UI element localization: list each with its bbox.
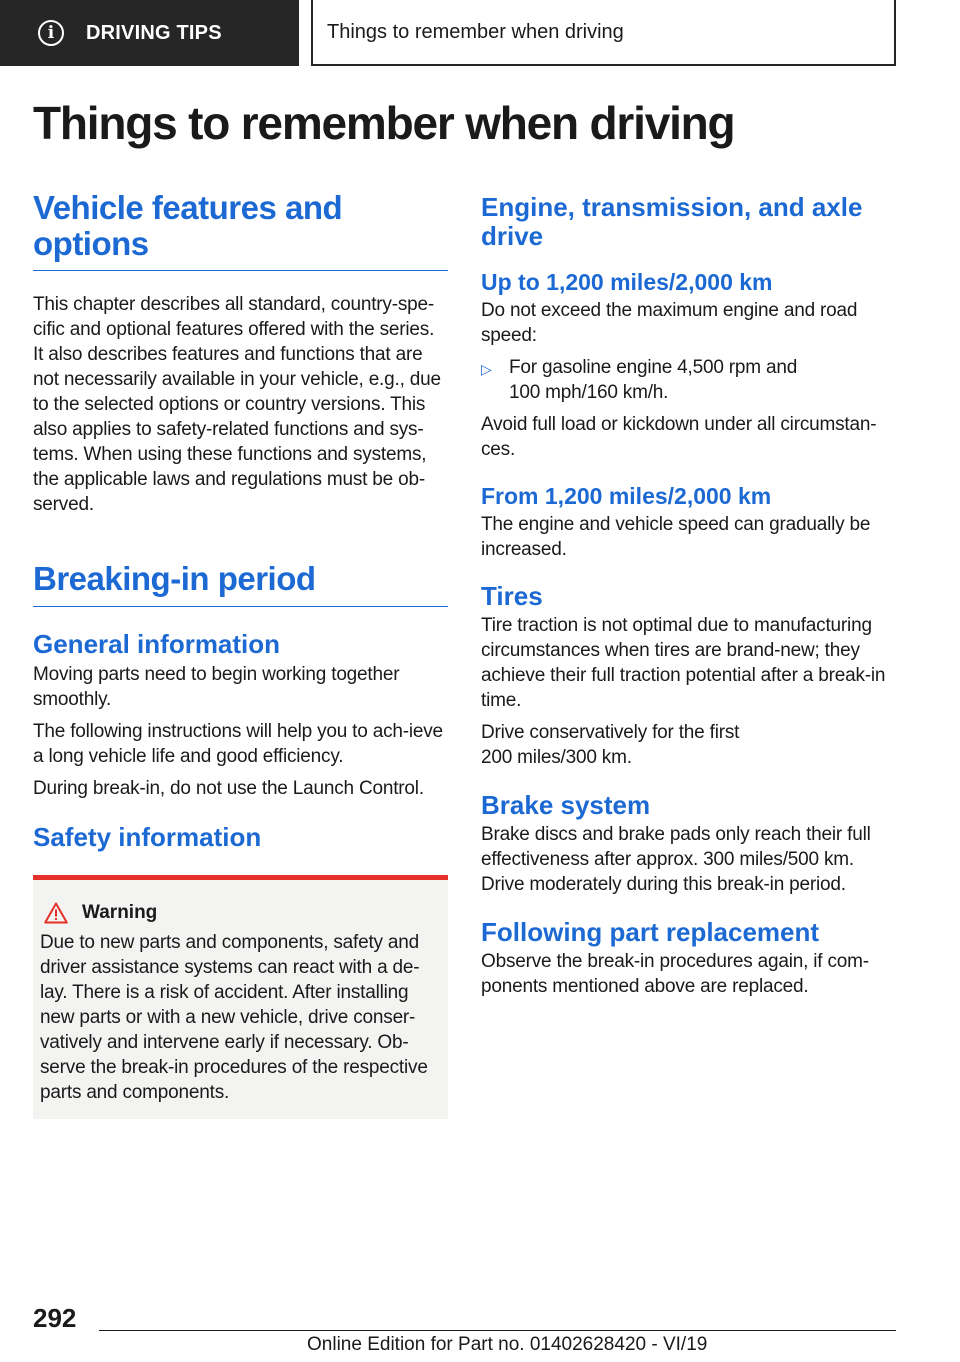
right-column <box>481 193 897 999</box>
warning-text: Due to new parts and components, safety and driver assistance systems can react with a de-lay. There is a risk of accident. After installing new parts or with a new vehicle, drive conser-vatively and intervene early if necessary. Ob-serve the break-in procedures of the respective parts and components. <box>40 932 428 1103</box>
general-info-p1: Moving parts need to begin working together smoothly. <box>33 664 400 710</box>
from-p: The engine and vehicle speed can gradually be increased. <box>481 514 871 560</box>
left-column <box>33 190 448 1119</box>
section-rule <box>33 606 448 607</box>
upto-heading: Up to 1,200 miles/2,000 km <box>481 269 773 295</box>
footer-rule <box>99 1330 896 1331</box>
brake-p: Brake discs and brake pads only reach their full effectiveness after approx. 300 miles/500 km. Drive moderately during this break-in period. <box>481 824 871 895</box>
tires-p1: Tire traction is not optimal due to manufacturing circumstances when tires are brand-new; they achieve their full traction potential after a break-in time. <box>481 615 886 711</box>
general-info-p2: The following instructions will help you to ach-ieve a long vehicle life and good efficiency. <box>33 721 443 767</box>
warning-box <box>33 875 448 1119</box>
warning-label: Warning <box>82 902 158 923</box>
section-label: DRIVING TIPS <box>86 21 222 44</box>
edition-note: Online Edition for Part no. 01402628420 - VI/19 <box>307 1334 708 1355</box>
breaking-in-heading: Breaking-in period <box>33 560 316 597</box>
brake-heading: Brake system <box>481 790 651 820</box>
triangle-bullet-icon: ▷ <box>481 361 492 377</box>
list-item <box>481 355 897 405</box>
section-tab <box>0 0 299 66</box>
safety-heading: Safety information <box>33 822 262 852</box>
upto-bullet-text: For gasoline engine 4,500 rpm and 100 mph/160 km/h. <box>509 357 798 403</box>
warning-triangle-icon <box>44 902 68 924</box>
following-heading: Following part replacement <box>481 917 820 947</box>
section-rule <box>33 270 448 271</box>
vehicle-features-body: This chapter describes all standard, country-spe-cific and optional features offered with the series. It also describes features and functions that are not necessarily available in your vehicle, e.g., due to the selected options or country versions. This also applies to safety-related functions and sys-tems. When using these functions and systems, the applicable laws and regulations must be ob-served. <box>33 294 441 515</box>
engine-heading: Engine, transmission, and axle drive <box>481 192 863 251</box>
info-icon: i <box>38 20 64 46</box>
warning-header <box>44 902 441 924</box>
general-info-p3: During break-in, do not use the Launch Control. <box>33 778 424 799</box>
tires-heading: Tires <box>481 581 543 611</box>
page-title: Things to remember when driving <box>33 97 735 149</box>
breadcrumb <box>311 0 896 66</box>
upto-p1: Do not exceed the maximum engine and road speed: <box>481 300 858 346</box>
page-number: 292 <box>33 1303 77 1333</box>
general-info-heading: General information <box>33 629 281 659</box>
vehicle-features-heading: Vehicle features and options <box>33 189 343 262</box>
breadcrumb-text: Things to remember when driving <box>327 20 624 43</box>
from-heading: From 1,200 miles/2,000 km <box>481 483 772 509</box>
following-p: Observe the break-in procedures again, if com-ponents mentioned above are replaced. <box>481 951 869 997</box>
upto-p2: Avoid full load or kickdown under all circumstan-ces. <box>481 414 877 460</box>
tires-p2: Drive conservatively for the first 200 miles/300 km. <box>481 722 740 768</box>
